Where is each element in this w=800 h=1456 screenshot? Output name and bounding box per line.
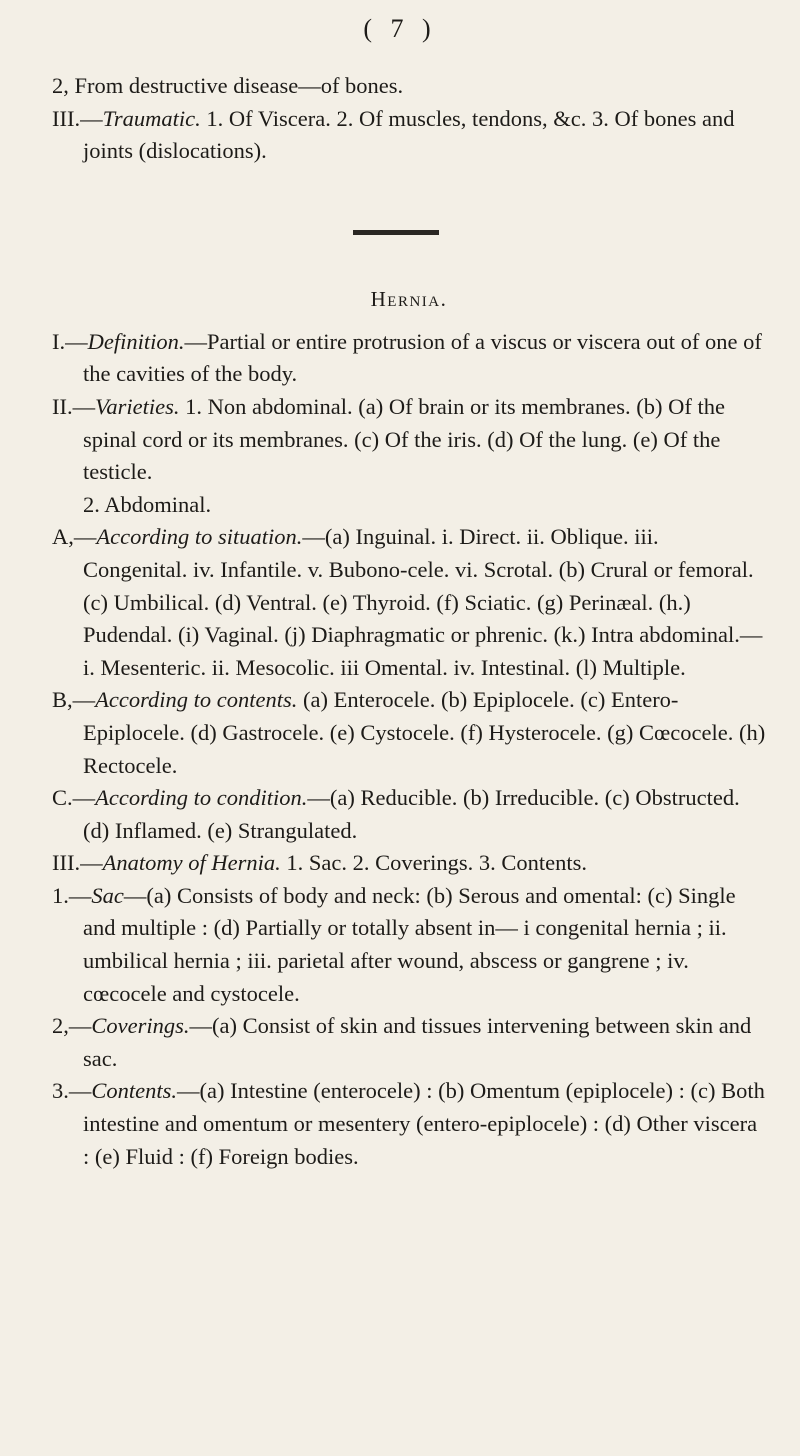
contents-detail-item: 3.—Contents.—(a) Intestine (enterocele) : (b) Omentum (epiplocele) : (c) Both intestine and omentum or mesentery (entero-epiplocele) : (d) Other viscera : (e) Fluid : (f) Foreign bodies. <box>52 1078 765 1169</box>
list-item: III.—Traumatic. 1. Of Viscera. 2. Of muscles, tendons, &c. 3. Of bones and joints (dislocations). <box>52 105 735 164</box>
list-item: 2, From destructive disease—of bones. <box>52 73 404 98</box>
condition-item: C.—According to condition.—(a) Reducible. (b) Irreducible. (c) Obstructed. (d) Inflamed. (e) Strangulated. <box>52 785 740 843</box>
section-divider <box>353 230 439 235</box>
section-title: Hernia. <box>370 286 448 311</box>
situation-item: A,—According to situation.—(a) Inguinal. i. Direct. ii. Oblique. iii. Congenital. iv. Infantile. v. Bubono-cele. vi. Scrotal. (b) Crural or femoral. (c) Umbilical. (d) Ventral. (e) Thyroid. (f) Sciatic. (g) Perinæal. (h.) Pudendal. (i) Vaginal. (j) Diaphragmatic or phrenic. (k.) Intra abdominal.—i. Mesenteric. ii. Mesocolic. iii Omental. iv. Intestinal. (l) Multiple. <box>52 524 763 680</box>
contents-item: B,—According to contents. (a) Enterocele. (b) Epiplocele. (c) Entero-Epiplocele. (d) Gastrocele. (e) Cystocele. (f) Hysterocele. (g) Cœcocele. (h) Rectocele. <box>52 687 766 778</box>
anatomy-item: III.—Anatomy of Hernia. 1. Sac. 2. Coverings. 3. Contents. <box>52 850 587 876</box>
coverings-item: 2,—Coverings.—(a) Consist of skin and tissues intervening between skin and sac. <box>52 1013 752 1071</box>
definition-item: I.—Definition.—Partial or entire protrusion of a viscus or viscera out of one of the cavities of the body. <box>52 328 762 387</box>
sac-item: 1.—Sac—(a) Consists of body and neck: (b) Serous and omental: (c) Single and multiple : (d) Partially or totally absent in— i congenital hernia ; ii. umbilical hernia ; iii. parietal after wound, abscess or gangrene ; iv. cœcocele and cystocele. <box>52 882 736 1006</box>
page-text <box>52 70 766 1173</box>
abdominal-subheading: 2. Abdominal. <box>83 491 212 517</box>
page-number: ( 7 ) <box>363 14 437 43</box>
varieties-item: II.—Varieties. 1. Non abdominal. (a) Of brain or its membranes. (b) Of the spinal cord or its membranes. (c) Of the iris. (d) Of the lung. (e) Of the testicle. <box>52 393 725 485</box>
